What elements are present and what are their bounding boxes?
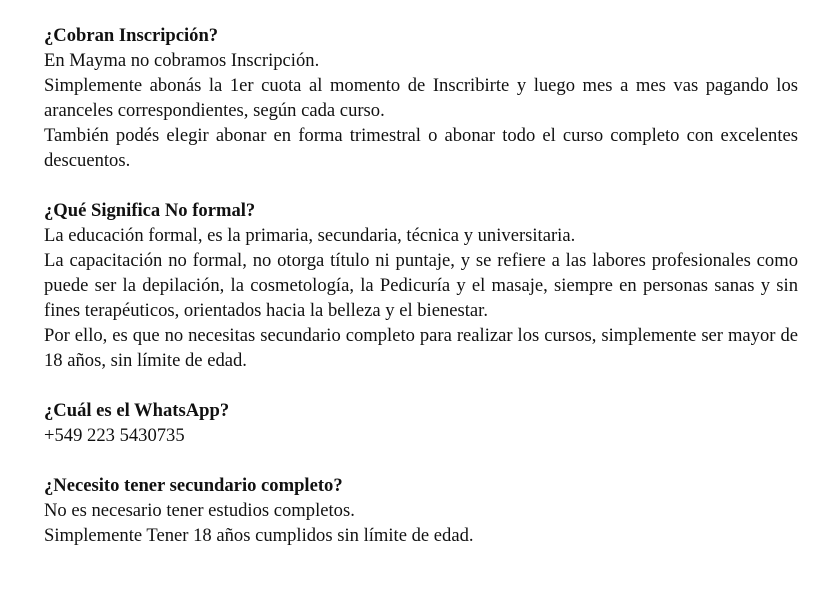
faq-answer-line: Simplemente Tener 18 años cumplidos sin límite de edad. (44, 525, 474, 546)
faq-question: ¿Cobran Inscripción? (44, 25, 219, 46)
faq-answer-line: También podés elegir abonar en forma trimestral o abonar todo el curso completo con excelentes descuentos. (44, 125, 798, 171)
faq-answer-line: En Mayma no cobramos Inscripción. (44, 50, 320, 71)
faq-answer-line: No es necesario tener estudios completos. (44, 500, 355, 521)
faq-item-inscripcion (44, 23, 798, 173)
faq-item-whatsapp (44, 398, 798, 448)
faq-item-no-formal (44, 198, 798, 373)
faq-document (44, 23, 798, 573)
faq-question: ¿Necesito tener secundario completo? (44, 475, 343, 496)
faq-answer-line: La capacitación no formal, no otorga título ni puntaje, y se refiere a las labores profesionales como puede ser la depilación, la cosmetología, la Pedicuría y el masaje, siempre en personas sanas y sin fines terapéuticos, orientados hacia la belleza y el bienestar. (44, 250, 798, 321)
whatsapp-number: +549 223 5430735 (44, 425, 185, 446)
faq-item-secundario (44, 473, 798, 548)
faq-answer-line: Simplemente abonás la 1er cuota al momento de Inscribirte y luego mes a mes vas pagando los aranceles correspondientes, según cada curso. (44, 75, 798, 121)
faq-answer-line: Por ello, es que no necesitas secundario completo para realizar los cursos, simplemente ser mayor de 18 años, sin límite de edad. (44, 325, 798, 371)
faq-question: ¿Cuál es el WhatsApp? (44, 400, 230, 421)
faq-question: ¿Qué Significa No formal? (44, 200, 256, 221)
faq-answer-line: La educación formal, es la primaria, secundaria, técnica y universitaria. (44, 225, 576, 246)
